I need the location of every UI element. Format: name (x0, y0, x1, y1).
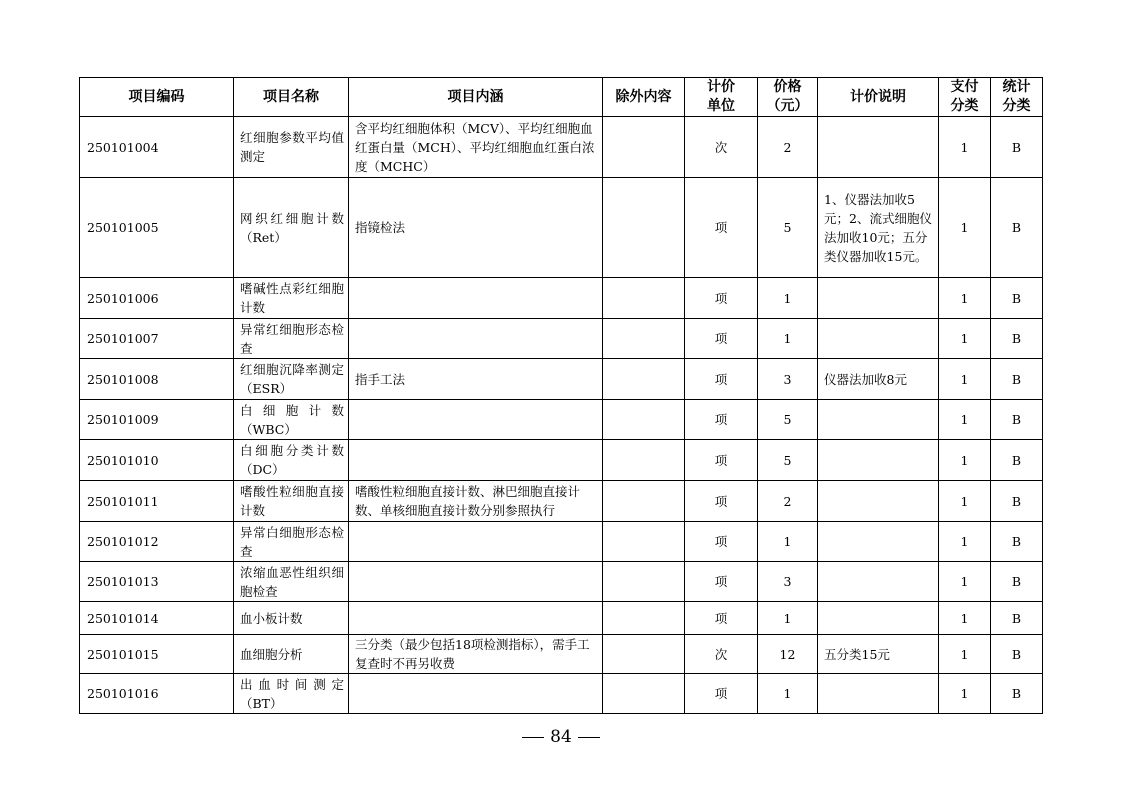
header-price (758, 78, 818, 117)
cell-note (818, 319, 939, 359)
cell-content (349, 522, 603, 562)
table-row (80, 481, 1043, 522)
cell-code: 250101016 (80, 674, 234, 714)
cell-code: 250101015 (80, 635, 234, 674)
cell-price: 5 (758, 400, 818, 440)
cell-price: 12 (758, 635, 818, 674)
cell-pay: 1 (939, 359, 991, 400)
cell-stat: B (991, 278, 1043, 319)
cell-code: 250101004 (80, 117, 234, 178)
cell-exclusion (603, 635, 685, 674)
cell-stat: B (991, 117, 1043, 178)
cell-name: 嗜碱性点彩红细胞计数 (234, 278, 349, 319)
cell-code: 250101005 (80, 178, 234, 278)
page-footer (0, 726, 1122, 748)
cell-exclusion (603, 440, 685, 481)
cell-note (818, 440, 939, 481)
table-row (80, 522, 1043, 562)
header-price-line2: （元） (766, 98, 809, 114)
price-table (79, 77, 1043, 714)
cell-content (349, 562, 603, 602)
cell-unit: 项 (685, 602, 758, 635)
cell-exclusion (603, 117, 685, 178)
cell-content: 嗜酸性粒细胞直接计数、淋巴细胞直接计数、单核细胞直接计数分别参照执行 (349, 481, 603, 522)
header-unit-line1: 计价 (707, 79, 735, 95)
cell-stat: B (991, 440, 1043, 481)
cell-stat: B (991, 522, 1043, 562)
cell-unit: 项 (685, 481, 758, 522)
header-pay-line2: 分类 (950, 98, 979, 114)
cell-price: 5 (758, 440, 818, 481)
cell-stat: B (991, 602, 1043, 635)
cell-content (349, 440, 603, 481)
header-code: 项目编码 (80, 78, 234, 117)
cell-note: 五分类15元 (818, 635, 939, 674)
cell-content: 指手工法 (349, 359, 603, 400)
header-pay (939, 78, 991, 117)
cell-name: 白细胞计数（WBC） (234, 400, 349, 440)
cell-exclusion (603, 319, 685, 359)
cell-unit: 项 (685, 674, 758, 714)
cell-exclusion (603, 359, 685, 400)
cell-unit: 项 (685, 400, 758, 440)
cell-stat: B (991, 562, 1043, 602)
cell-note (818, 400, 939, 440)
cell-note (818, 602, 939, 635)
cell-pay: 1 (939, 562, 991, 602)
cell-unit: 项 (685, 319, 758, 359)
cell-name: 网织红细胞计数（Ret） (234, 178, 349, 278)
cell-price: 2 (758, 481, 818, 522)
header-row (80, 78, 1043, 117)
cell-exclusion (603, 400, 685, 440)
cell-note: 仪器法加收8元 (818, 359, 939, 400)
cell-content: 含平均红细胞体积（MCV）、平均红细胞血红蛋白量（MCH）、平均红细胞血红蛋白浓度（MCHC） (349, 117, 603, 178)
cell-name: 红细胞沉降率测定（ESR） (234, 359, 349, 400)
cell-code: 250101011 (80, 481, 234, 522)
cell-pay: 1 (939, 440, 991, 481)
cell-price: 5 (758, 178, 818, 278)
cell-code: 250101014 (80, 602, 234, 635)
cell-price: 1 (758, 522, 818, 562)
cell-unit: 项 (685, 278, 758, 319)
cell-note (818, 278, 939, 319)
table-row (80, 319, 1043, 359)
cell-exclusion (603, 522, 685, 562)
cell-code: 250101013 (80, 562, 234, 602)
header-unit-line2: 单位 (707, 98, 735, 114)
table-row (80, 400, 1043, 440)
cell-code: 250101012 (80, 522, 234, 562)
cell-content (349, 319, 603, 359)
cell-content (349, 278, 603, 319)
table-row (80, 359, 1043, 400)
header-stat-line2: 分类 (1002, 98, 1031, 114)
cell-stat: B (991, 674, 1043, 714)
cell-pay: 1 (939, 117, 991, 178)
cell-code: 250101007 (80, 319, 234, 359)
table-row (80, 635, 1043, 674)
cell-note (818, 562, 939, 602)
cell-exclusion (603, 602, 685, 635)
cell-pay: 1 (939, 278, 991, 319)
cell-pay: 1 (939, 522, 991, 562)
cell-name: 出血时间测定（BT） (234, 674, 349, 714)
header-unit (685, 78, 758, 117)
right-dash (578, 737, 600, 738)
cell-name: 血细胞分析 (234, 635, 349, 674)
cell-content (349, 602, 603, 635)
cell-pay: 1 (939, 602, 991, 635)
cell-unit: 项 (685, 522, 758, 562)
page-number: 84 (550, 727, 572, 747)
cell-name: 异常红细胞形态检查 (234, 319, 349, 359)
cell-code: 250101006 (80, 278, 234, 319)
cell-price: 1 (758, 319, 818, 359)
header-exclusion: 除外内容 (603, 78, 685, 117)
header-pay-line1: 支付 (950, 79, 979, 95)
cell-stat: B (991, 635, 1043, 674)
cell-name: 浓缩血恶性组织细胞检查 (234, 562, 349, 602)
cell-unit: 次 (685, 635, 758, 674)
cell-content (349, 400, 603, 440)
cell-price: 3 (758, 562, 818, 602)
cell-pay: 1 (939, 674, 991, 714)
cell-note (818, 522, 939, 562)
cell-note (818, 481, 939, 522)
cell-content (349, 674, 603, 714)
cell-code: 250101008 (80, 359, 234, 400)
header-stat (991, 78, 1043, 117)
table-row (80, 562, 1043, 602)
header-content: 项目内涵 (349, 78, 603, 117)
table-row (80, 117, 1043, 178)
cell-exclusion (603, 562, 685, 602)
header-note: 计价说明 (818, 78, 939, 117)
cell-note (818, 117, 939, 178)
cell-stat: B (991, 319, 1043, 359)
cell-pay: 1 (939, 481, 991, 522)
cell-price: 1 (758, 674, 818, 714)
cell-pay: 1 (939, 400, 991, 440)
header-stat-line1: 统计 (1002, 79, 1031, 95)
cell-unit: 次 (685, 117, 758, 178)
table-body (80, 117, 1043, 714)
table-row (80, 674, 1043, 714)
cell-name: 嗜酸性粒细胞直接计数 (234, 481, 349, 522)
table-row (80, 178, 1043, 278)
cell-price: 1 (758, 278, 818, 319)
price-table-container (79, 77, 1042, 714)
cell-unit: 项 (685, 440, 758, 481)
cell-name: 白细胞分类计数（DC） (234, 440, 349, 481)
cell-name: 异常白细胞形态检查 (234, 522, 349, 562)
cell-unit: 项 (685, 562, 758, 602)
cell-code: 250101009 (80, 400, 234, 440)
cell-stat: B (991, 359, 1043, 400)
cell-pay: 1 (939, 319, 991, 359)
header-name: 项目名称 (234, 78, 349, 117)
header-price-line1: 价格 (773, 79, 802, 95)
cell-stat: B (991, 481, 1043, 522)
cell-exclusion (603, 278, 685, 319)
cell-exclusion (603, 178, 685, 278)
table-header (80, 78, 1043, 117)
cell-pay: 1 (939, 178, 991, 278)
cell-note: 1、仪器法加收5元；2、流式细胞仪法加收10元；五分类仪器加收15元。 (818, 178, 939, 278)
cell-price: 1 (758, 602, 818, 635)
table-row (80, 440, 1043, 481)
cell-code: 250101010 (80, 440, 234, 481)
cell-name: 血小板计数 (234, 602, 349, 635)
cell-price: 2 (758, 117, 818, 178)
table-row (80, 278, 1043, 319)
table-row (80, 602, 1043, 635)
cell-name: 红细胞参数平均值测定 (234, 117, 349, 178)
cell-exclusion (603, 674, 685, 714)
cell-content: 三分类（最少包括18项检测指标），需手工复查时不再另收费 (349, 635, 603, 674)
left-dash (522, 737, 544, 738)
cell-stat: B (991, 400, 1043, 440)
cell-price: 3 (758, 359, 818, 400)
cell-stat: B (991, 178, 1043, 278)
cell-pay: 1 (939, 635, 991, 674)
cell-note (818, 674, 939, 714)
cell-unit: 项 (685, 359, 758, 400)
cell-content: 指镜检法 (349, 178, 603, 278)
cell-unit: 项 (685, 178, 758, 278)
cell-exclusion (603, 481, 685, 522)
